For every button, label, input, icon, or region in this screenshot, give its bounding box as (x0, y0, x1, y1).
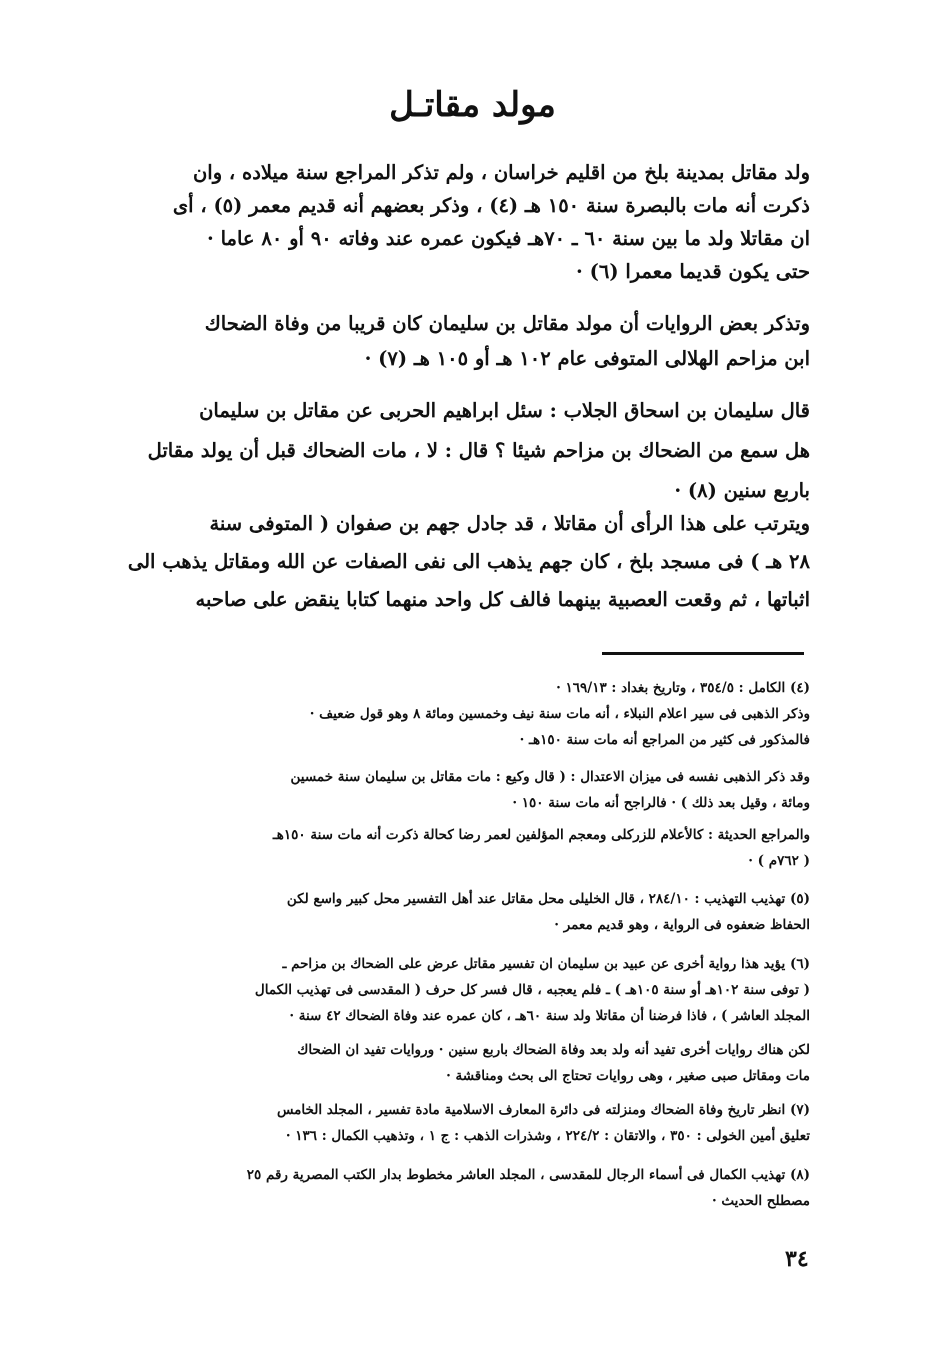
text-line: قال سليمان بن اسحاق الجلاب : سئل ابراهيم الحربى عن مقاتل بن سليمان (199, 399, 810, 422)
footnote-line: تعليق أمين الخولى : ٣٥٠ ، والاتقان : ٢٢٤/٢ ، وشذرات الذهب : ج ١ ، وتذهيب الكمال : ١٣٦ · (285, 1128, 810, 1144)
footnote-line: (٦) يؤيد هذا رواية أخرى عن عبيد بن سليمان ان تفسير مقاتل عرض على الضحاك بن مزاحم ـ (282, 956, 810, 972)
footnote-separator (602, 652, 804, 655)
footnote-line: ومائة ، وقيل بعد ذلك ) · فالراجح أنه مات سنة ١٥٠ · (512, 795, 810, 811)
footnote-line: (٤) الكامل : ٣٥٤/٥ ، وتاريخ بغداد : ١٦٩/١٣ · (556, 680, 810, 696)
footnote-line: والمراجع الحديثة : كالأعلام للزركلى ومعجم المؤلفين لعمر رضا كحالة ذكرت أنه مات سنة ١٥٠هـ (272, 827, 810, 843)
text-line: ابن مزاحم الهلالى المتوفى عام ١٠٢ هـ أو ١٠٥ هـ (٧) · (364, 347, 810, 370)
footnote-line: مات ومقاتل صبى صغير ، وهى روايات تحتاج الى بحث ومناقشة · (446, 1068, 810, 1084)
footnote-4-modern (78, 822, 810, 874)
footnote-line: المجلد العاشر ) ، فاذا فرضنا أن مقاتلا ولد سنة ٦٠هـ ، كان عمره عند وفاة الضحاك ٤٢ سنة · (289, 1008, 810, 1024)
paragraph-harbi (78, 391, 810, 511)
footnote-line: مصطلح الحديث · (712, 1193, 810, 1209)
footnote-line: (٥) تهذيب التهذيب : ٢٨٤/١٠ ، قال الخليلى محل مقاتل عند أهل التفسير محل كبير واسع لكن (286, 891, 810, 907)
footnote-line: ( ٧٦٢م ) · (748, 853, 810, 869)
text-line: حتى يكون قديما معمرا (٦) · (576, 260, 810, 283)
footnote-6 (78, 951, 810, 1029)
paragraph-dahhak (78, 306, 810, 376)
footnote-line: وقد ذكر الذهبى نفسه فى ميزان الاعتدال : ( قال وكيع : مات مقاتل بن سليمان سنة خمسين (290, 769, 810, 785)
chapter-title: مولد مقاتـل (389, 85, 556, 125)
text-line: ان مقاتلا ولد ما بين سنة ٦٠ ـ ٧٠هـ فيكون عمره عند وفاته ٩٠ أو ٨٠ عاما · (207, 227, 810, 250)
paragraph-jahm (78, 505, 810, 619)
paragraph-birth (78, 156, 810, 288)
footnote-6-other (78, 1037, 810, 1089)
footnote-4-mizan (78, 764, 810, 816)
text-line: ذكرت أنه مات بالبصرة سنة ١٥٠ هـ (٤) ، وذكر بعضهم أنه قديم معمر (٥) ، أى (172, 194, 810, 217)
text-line: هل سمع من الضحاك بن مزاحم شيئا ؟ قال : لا ، مات الضحاك قبل أن يولد مقاتل (147, 439, 810, 462)
footnote-line: وذكر الذهبى فى سير اعلام النبلاء ، أنه مات سنة نيف وخمسين ومائة ٨ وهو قول ضعيف · (309, 706, 810, 722)
text-line: وتذكر بعض الروايات أن مولد مقاتل بن سليمان كان قريبا من وفاة الضحاك (204, 312, 810, 335)
footnote-line: الحفاظ ضعفوه فى الرواية ، وهو قديم معمر · (554, 917, 810, 933)
footnote-line: فالمذكور فى كثير من المراجع أنه مات سنة ١٥٠هـ · (519, 732, 810, 748)
text-line: ٢٨ هـ ) فى مسجد بلخ ، كان جهم يذهب الى نفى الصفات عن الله ومقاتل يذهب الى (127, 550, 810, 573)
footnote-line: لكن هناك روايات أخرى تفيد أنه ولد بعد وفاة الضحاك باربع سنين · وروايات تفيد ان الضحاك (297, 1042, 810, 1058)
footnote-line: (٧) انظر تاريخ وفاة الضحاك ومنزلته فى دائرة المعارف الاسلامية مادة تفسير ، المجلد الخامس (276, 1102, 810, 1118)
text-line: باربع سنين (٨) · (674, 479, 810, 502)
footnote-8 (78, 1162, 810, 1214)
footnote-4 (78, 675, 810, 753)
footnote-line: (٨) تهذيب الكمال فى أسماء الرجال للمقدسى ، المجلد العاشر مخطوط بدار الكتب المصرية رقم ٢٥ (246, 1167, 810, 1183)
footnote-line: ( توفى سنة ١٠٢هـ أو سنة ١٠٥هـ ) ـ فلم يعجبه ، قال فسر كل حرف ( المقدسى فى تهذيب الكمال (254, 982, 810, 998)
text-line: ولد مقاتل بمدينة بلخ من اقليم خراسان ، ولم تذكر المراجع سنة ميلاده ، وان (192, 161, 810, 184)
footnote-5 (78, 886, 810, 938)
text-line: ويترتب على هذا الرأى أن مقاتلا ، قد جادل جهم بن صفوان ( المتوفى سنة (209, 512, 810, 535)
page-number: ٣٤ (785, 1246, 809, 1272)
footnote-7 (78, 1097, 810, 1149)
text-line: اثباتها ، ثم وقعت العصبية بينهما فالف كل واحد منهما كتابا ينقض على صاحبه (195, 588, 810, 611)
